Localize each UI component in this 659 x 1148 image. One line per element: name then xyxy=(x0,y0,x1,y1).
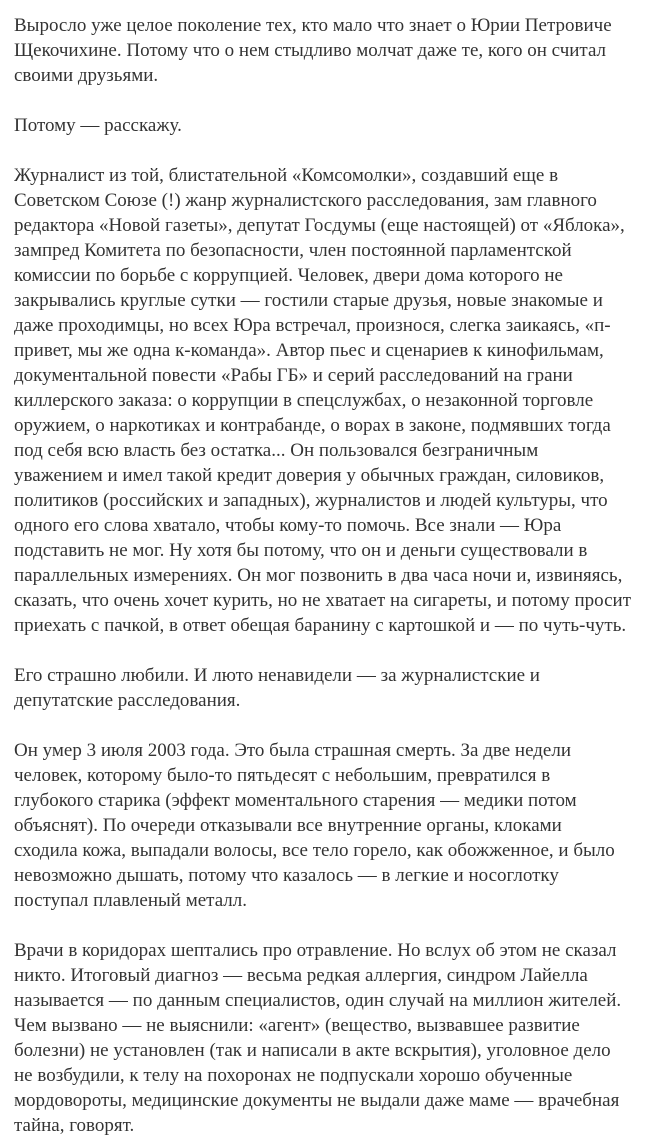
paragraph-line: сходила кожа, выпадали волосы, все тело горело, как обожженное, и было xyxy=(14,840,615,861)
article-paragraph xyxy=(14,113,659,138)
paragraph-line: приехать с пачкой, в ответ обещая баранину с картошкой и — по чуть-чуть. xyxy=(14,615,627,636)
paragraph-line: называется — по данным специалистов, один случай на миллион жителей. xyxy=(14,990,622,1011)
paragraph-line: Журналист из той, блистательной «Комсомолки», создавший еще в xyxy=(14,165,559,186)
paragraph-line: Он умер 3 июля 2003 года. Это была страшная смерть. За две недели xyxy=(14,740,572,761)
paragraph-line: тайна, говорят. xyxy=(14,1115,135,1136)
paragraph-line: Потому — расскажу. xyxy=(14,115,182,136)
paragraph-line: одного его слова хватало, чтобы кому-то помочь. Все знали — Юра xyxy=(14,515,562,536)
paragraph-line: подставить не мог. Ну хотя бы потому, что он и деньги существовали в xyxy=(14,540,588,561)
paragraph-line: человек, которому было-то пятьдесят с небольшим, превратился в xyxy=(14,765,551,786)
article-paragraph xyxy=(14,938,659,1138)
paragraph-line: уважением и имел такой кредит доверия у обычных граждан, силовиков, xyxy=(14,465,605,486)
paragraph-line: депутатские расследования. xyxy=(14,690,241,711)
paragraph-line: не возбудили, к телу на похоронах не подпускали хорошо обученные xyxy=(14,1065,573,1086)
paragraph-line: поступал плавленый металл. xyxy=(14,890,248,911)
paragraph-line: мордовороты, медицинские документы не выдали даже маме — врачебная xyxy=(14,1090,620,1111)
paragraph-line: Его страшно любили. И люто ненавидели — за журналистские и xyxy=(14,665,540,686)
article-paragraph xyxy=(14,663,659,713)
paragraph-line: даже проходимцы, но всех Юра встречал, произнося, слегка заикаясь, «п- xyxy=(14,315,611,336)
article-paragraph xyxy=(14,163,659,638)
paragraph-line: документальной повести «Рабы ГБ» и серий расследований на грани xyxy=(14,365,573,386)
paragraph-line: своими друзьями. xyxy=(14,65,159,86)
paragraph-line: комиссии по борьбе с коррупцией. Человек, двери дома которого не xyxy=(14,265,563,286)
paragraph-line: параллельных измерениях. Он мог позвонить в два часа ночи и, извиняясь, xyxy=(14,565,623,586)
article-paragraph xyxy=(14,13,659,88)
paragraph-line: никто. Итоговый диагноз — весьма редкая аллергия, синдром Лайелла xyxy=(14,965,588,986)
paragraph-line: Выросло уже целое поколение тех, кто мало что знает о Юрии Петровиче xyxy=(14,15,612,36)
paragraph-line: Чем вызвано — не выяснили: «агент» (вещество, вызвавшее развитие xyxy=(14,1015,580,1036)
paragraph-line: под себя всю власть без остатка... Он пользовался безграничным xyxy=(14,440,539,461)
paragraph-line: объяснят). По очереди отказывали все внутренние органы, клоками xyxy=(14,815,562,836)
paragraph-line: болезни) не установлен (так и написали в акте вскрытия), уголовное дело xyxy=(14,1040,611,1061)
paragraph-line: зампред Комитета по безопасности, член постоянной парламентской xyxy=(14,240,572,261)
paragraph-line: Советском Союзе (!) жанр журналистского расследования, зам главного xyxy=(14,190,597,211)
paragraph-line: редактора «Новой газеты», депутат Госдумы (еще настоящей) от «Яблока», xyxy=(14,215,625,236)
paragraph-line: киллерского заказа: о коррупции в спецслужбах, о незаконной торговле xyxy=(14,390,594,411)
paragraph-line: невозможно дышать, потому что казалось — в легкие и носоглотку xyxy=(14,865,559,886)
paragraph-line: закрывались круглые сутки — гостили старые друзья, новые знакомые и xyxy=(14,290,603,311)
paragraph-line: привет, мы же одна к-команда». Автор пьес и сценариев к кинофильмам, xyxy=(14,340,604,361)
paragraph-line: Врачи в коридорах шептались про отравление. Но вслух об этом не сказал xyxy=(14,940,617,961)
paragraph-line: Щекочихине. Потому что о нем стыдливо молчат даже те, кого он считал xyxy=(14,40,607,61)
paragraph-line: глубокого старика (эффект моментального старения — медики потом xyxy=(14,790,577,811)
article-paragraph xyxy=(14,738,659,913)
paragraph-line: оружием, о наркотиках и контрабанде, о ворах в законе, подмявших тогда xyxy=(14,415,611,436)
paragraph-line: сказать, что очень хочет курить, но не хватает на сигареты, и потому просит xyxy=(14,590,631,611)
paragraph-line: политиков (российских и западных), журналистов и людей культуры, что xyxy=(14,490,608,511)
